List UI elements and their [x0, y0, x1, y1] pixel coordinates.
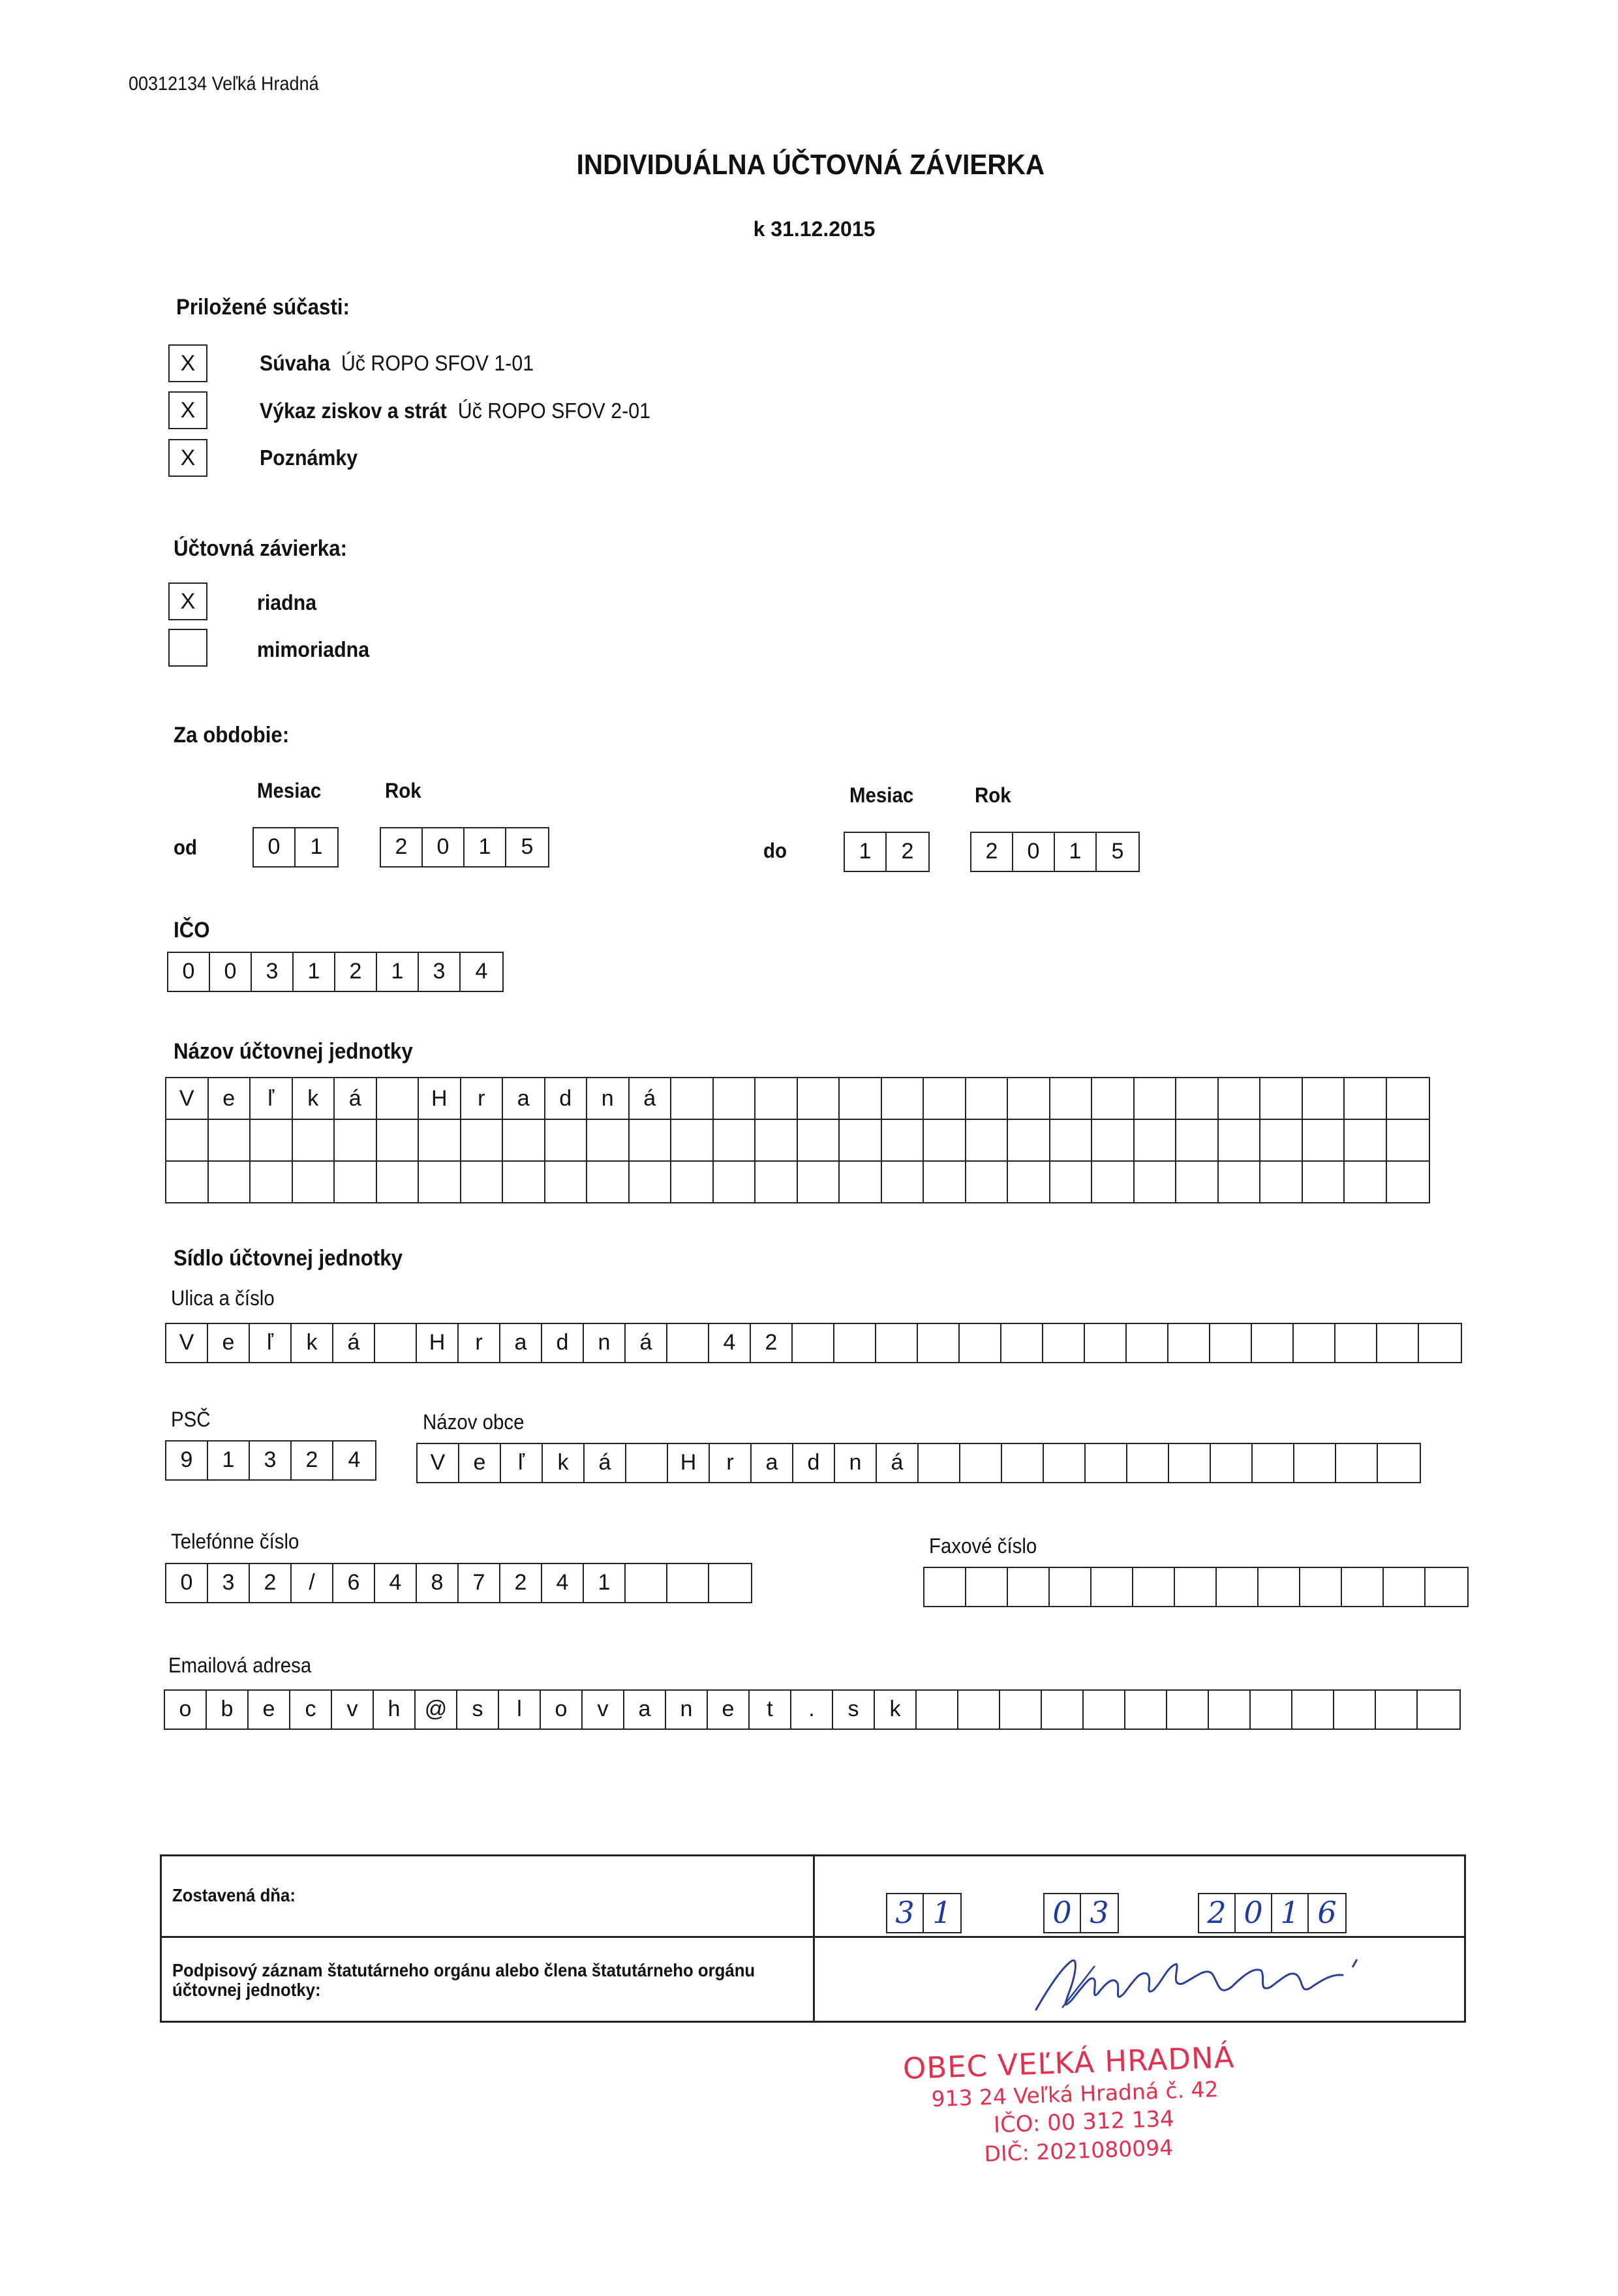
char-cell: d — [793, 1444, 835, 1482]
char-cell — [1303, 1078, 1345, 1119]
char-cell — [966, 1162, 1009, 1202]
char-cell — [1251, 1691, 1292, 1729]
period-from-year-field[interactable] — [380, 827, 549, 868]
char-cell — [1176, 1078, 1219, 1119]
char-cell: H — [668, 1444, 710, 1482]
char-cell: n — [587, 1078, 630, 1119]
fax-field[interactable] — [923, 1567, 1469, 1607]
char-cell: 4 — [542, 1564, 584, 1602]
char-cell: á — [626, 1324, 667, 1362]
char-cell — [1426, 1568, 1467, 1606]
char-cell: v — [583, 1691, 624, 1729]
period-to-month-field[interactable] — [844, 832, 930, 872]
char-cell — [1294, 1444, 1336, 1482]
char-cell: n — [666, 1691, 708, 1729]
char-cell: 2 — [500, 1564, 542, 1602]
handwritten-digit: 2 — [1199, 1894, 1236, 1932]
digit-cell: 2 — [971, 833, 1013, 871]
attachment-label-1: Súvaha Úč ROPO SFOV 1-01 — [260, 351, 534, 375]
char-cell — [1418, 1691, 1459, 1729]
char-cell — [1008, 1120, 1050, 1160]
char-cell: V — [166, 1078, 209, 1119]
char-cell — [840, 1162, 882, 1202]
char-cell — [1086, 1444, 1127, 1482]
char-cell — [966, 1568, 1008, 1606]
char-cell — [1377, 1324, 1419, 1362]
char-cell — [630, 1120, 672, 1160]
char-cell: o — [165, 1691, 207, 1729]
char-cell: n — [584, 1324, 626, 1362]
closing-type-label-extraordinary: mimoriadna — [257, 637, 370, 661]
char-cell — [1000, 1691, 1042, 1729]
handwritten-digit: 1 — [932, 1895, 952, 1930]
char-cell — [958, 1691, 1000, 1729]
char-cell — [1387, 1078, 1429, 1119]
digit-cell: 2 — [381, 828, 423, 866]
char-cell — [1253, 1444, 1294, 1482]
char-cell — [1168, 1324, 1210, 1362]
char-cell: d — [545, 1078, 588, 1119]
char-cell — [1219, 1162, 1261, 1202]
char-cell — [1252, 1324, 1294, 1362]
closing-type-heading: Účtovná závierka: — [174, 536, 348, 561]
char-cell: ľ — [501, 1444, 543, 1482]
digit-cell: 0 — [210, 953, 252, 991]
char-cell — [1303, 1120, 1345, 1160]
char-cell: 4 — [375, 1564, 417, 1602]
char-cell — [1336, 1444, 1378, 1482]
char-cell — [882, 1078, 924, 1119]
char-cell: 2 — [292, 1442, 333, 1479]
compiled-date-label: Zostavená dňa: — [172, 1885, 296, 1905]
char-cell: 1 — [208, 1442, 250, 1479]
period-to-month-label: Mesiac — [849, 783, 914, 807]
digit-cell: 1 — [1055, 833, 1097, 871]
digit-cell: 0 — [423, 828, 465, 866]
char-cell: e — [209, 1078, 251, 1119]
char-cell — [1133, 1568, 1175, 1606]
stamp-line-3: IČO: 00 312 134 — [993, 2106, 1175, 2139]
char-cell — [209, 1120, 251, 1160]
char-cell: h — [374, 1691, 416, 1729]
char-cell — [293, 1120, 335, 1160]
char-cell — [377, 1162, 420, 1202]
char-cell — [293, 1162, 335, 1202]
digit-cell: 1 — [294, 953, 335, 991]
char-cell — [882, 1120, 924, 1160]
handwritten-signature[interactable] — [1023, 1948, 1388, 2019]
char-cell — [1008, 1162, 1050, 1202]
attachment-label-2: Výkaz ziskov a strát Úč ROPO SFOV 2-01 — [260, 399, 651, 423]
fax-label: Faxové číslo — [929, 1534, 1037, 1558]
char-cell — [1260, 1120, 1303, 1160]
char-cell: 6 — [333, 1564, 375, 1602]
char-cell — [626, 1564, 667, 1602]
handwritten-digit: 6 — [1317, 1895, 1337, 1930]
period-from-year-label: Rok — [385, 779, 421, 802]
char-cell — [335, 1162, 377, 1202]
char-cell — [840, 1120, 882, 1160]
char-cell: a — [624, 1691, 666, 1729]
char-cell — [918, 1324, 960, 1362]
document-title: INDIVIDUÁLNA ÚČTOVNÁ ZÁVIERKA — [576, 149, 1045, 181]
char-cell — [1050, 1120, 1093, 1160]
char-cell: l — [499, 1691, 541, 1729]
char-cell — [1169, 1444, 1211, 1482]
char-cell — [1084, 1691, 1125, 1729]
attachments-heading: Priložené súčasti: — [176, 295, 350, 320]
char-cell — [1167, 1691, 1209, 1729]
char-cell — [1387, 1162, 1429, 1202]
char-cell — [1085, 1324, 1127, 1362]
char-cell: / — [292, 1564, 333, 1602]
digit-cell: 0 — [254, 828, 296, 866]
digit-cell: 2 — [335, 953, 377, 991]
char-cell — [1044, 1444, 1086, 1482]
char-cell — [1260, 1078, 1303, 1119]
char-cell — [1135, 1162, 1177, 1202]
char-cell: á — [585, 1444, 626, 1482]
char-cell: r — [710, 1444, 752, 1482]
char-cell: a — [752, 1444, 793, 1482]
char-cell — [1384, 1568, 1426, 1606]
char-cell — [1419, 1324, 1461, 1362]
digit-cell: 2 — [901, 839, 914, 864]
char-cell — [924, 1162, 966, 1202]
char-cell: V — [418, 1444, 459, 1482]
char-cell — [1211, 1444, 1253, 1482]
attachment-label-3: Poznámky — [260, 446, 358, 470]
stamp-line-2: 913 24 Veľká Hradná č. 42 — [930, 2076, 1219, 2112]
char-cell: 2 — [751, 1324, 793, 1362]
char-cell — [419, 1162, 461, 1202]
closing-type-label-regular: riadna — [257, 590, 317, 614]
char-cell — [714, 1120, 756, 1160]
char-cell — [1209, 1691, 1251, 1729]
char-cell — [587, 1120, 630, 1160]
char-cell — [1042, 1691, 1084, 1729]
char-cell — [1387, 1120, 1429, 1160]
digit-cell: 5 — [521, 834, 534, 859]
char-cell — [1378, 1444, 1420, 1482]
char-cell — [966, 1120, 1009, 1160]
attachment-checkbox-2[interactable]: X — [168, 391, 207, 429]
char-cell — [798, 1162, 840, 1202]
char-cell — [671, 1162, 714, 1202]
char-cell: H — [417, 1324, 459, 1362]
char-cell: 9 — [166, 1442, 208, 1479]
digit-cell: 5 — [1111, 839, 1124, 864]
char-cell — [1135, 1120, 1177, 1160]
char-cell: 1 — [584, 1564, 626, 1602]
email-label: Emailová adresa — [168, 1654, 312, 1677]
char-cell: b — [207, 1691, 249, 1729]
char-cell — [1303, 1162, 1345, 1202]
char-cell: v — [332, 1691, 374, 1729]
char-cell — [377, 1120, 420, 1160]
char-cell — [1050, 1162, 1093, 1202]
char-cell — [714, 1078, 756, 1119]
char-cell — [1334, 1691, 1376, 1729]
char-cell — [375, 1324, 417, 1362]
psc-label: PSČ — [171, 1408, 211, 1431]
signature-table — [160, 1854, 1466, 2023]
char-cell — [1127, 1444, 1169, 1482]
char-cell: s — [457, 1691, 499, 1729]
char-cell — [503, 1120, 545, 1160]
digit-cell: 4 — [475, 959, 488, 984]
char-cell — [1336, 1324, 1377, 1362]
char-cell — [1125, 1691, 1167, 1729]
char-cell — [1292, 1691, 1334, 1729]
handwritten-digit: 3 — [887, 1894, 924, 1932]
char-cell: a — [500, 1324, 542, 1362]
char-cell — [671, 1078, 714, 1119]
char-cell — [917, 1691, 958, 1729]
stamp-line-1: OBEC VEĽKÁ HRADNÁ — [902, 2040, 1236, 2086]
handwritten-digit: 0 — [1236, 1894, 1272, 1932]
char-cell: n — [835, 1444, 877, 1482]
entity-name-row — [166, 1120, 1429, 1162]
ico-label: IČO — [174, 918, 210, 943]
char-cell — [714, 1162, 756, 1202]
digit-cell: 1 — [310, 834, 323, 859]
char-cell — [1219, 1120, 1261, 1160]
char-cell — [756, 1162, 798, 1202]
psc-field[interactable] — [165, 1440, 376, 1481]
char-cell — [1127, 1324, 1168, 1362]
city-label: Názov obce — [423, 1410, 525, 1434]
char-cell — [1217, 1568, 1259, 1606]
stamp-line-4: DIČ: 2021080094 — [983, 2134, 1174, 2167]
char-cell — [960, 1324, 1001, 1362]
char-cell — [882, 1162, 924, 1202]
char-cell — [1294, 1324, 1336, 1362]
street-label: Ulica a číslo — [171, 1286, 275, 1310]
period-heading: Za obdobie: — [174, 723, 290, 748]
char-cell — [166, 1162, 209, 1202]
handwritten-digit: 0 — [1045, 1894, 1081, 1932]
closing-type-checkbox-regular[interactable]: X — [168, 582, 207, 620]
street-field[interactable] — [165, 1323, 1462, 1363]
char-cell: ľ — [250, 1324, 292, 1362]
char-cell — [1050, 1568, 1091, 1606]
char-cell — [671, 1120, 714, 1160]
char-cell: k — [875, 1691, 917, 1729]
document-header-id: 00312134 Veľká Hradná — [129, 73, 319, 95]
char-cell — [503, 1162, 545, 1202]
char-cell: e — [459, 1444, 501, 1482]
digit-cell: 1 — [465, 828, 506, 866]
char-cell: H — [419, 1078, 461, 1119]
char-cell — [1345, 1078, 1387, 1119]
char-cell — [756, 1078, 798, 1119]
char-cell: s — [833, 1691, 875, 1729]
period-to-year-label: Rok — [975, 783, 1011, 807]
char-cell — [545, 1120, 588, 1160]
char-cell: á — [333, 1324, 375, 1362]
char-cell — [798, 1120, 840, 1160]
digit-cell: 1 — [845, 833, 887, 871]
char-cell — [1219, 1078, 1261, 1119]
email-field[interactable] — [164, 1689, 1461, 1730]
char-cell: . — [791, 1691, 833, 1729]
char-cell: e — [208, 1324, 250, 1362]
char-cell: 3 — [250, 1442, 292, 1479]
entity-name-row — [166, 1078, 1429, 1120]
char-cell — [1043, 1324, 1085, 1362]
char-cell: k — [543, 1444, 585, 1482]
char-cell — [667, 1324, 709, 1362]
period-from-month-label: Mesiac — [257, 779, 322, 802]
compiled-month-field[interactable] — [1043, 1893, 1119, 1933]
phone-field[interactable] — [165, 1563, 752, 1603]
char-cell: 8 — [417, 1564, 459, 1602]
char-cell — [1259, 1568, 1300, 1606]
char-cell — [461, 1120, 504, 1160]
digit-cell: 3 — [252, 953, 294, 991]
char-cell — [709, 1564, 751, 1602]
char-cell: e — [249, 1691, 290, 1729]
char-cell — [876, 1324, 918, 1362]
char-cell — [630, 1162, 672, 1202]
signature-label: Podpisový záznam štatutárneho orgánu alebo člena štatutárneho orgánu účtovnej jednotky: — [172, 1960, 756, 2000]
entity-name-field[interactable] — [165, 1077, 1430, 1203]
char-cell — [166, 1120, 209, 1160]
char-cell: 4 — [709, 1324, 751, 1362]
char-cell: t — [750, 1691, 791, 1729]
char-cell: ľ — [251, 1078, 293, 1119]
char-cell: á — [877, 1444, 919, 1482]
char-cell — [798, 1078, 840, 1119]
char-cell — [1345, 1120, 1387, 1160]
attachment-checkbox-3[interactable]: X — [168, 439, 207, 477]
handwritten-digit: 1 — [1272, 1894, 1309, 1932]
char-cell — [924, 1120, 966, 1160]
char-cell — [1342, 1568, 1384, 1606]
char-cell: 4 — [348, 1447, 361, 1472]
char-cell — [966, 1078, 1009, 1119]
table-divider-vertical — [813, 1856, 815, 2021]
char-cell — [377, 1078, 420, 1119]
char-cell — [335, 1120, 377, 1160]
char-cell — [419, 1120, 461, 1160]
char-cell — [924, 1568, 966, 1606]
char-cell — [626, 1444, 668, 1482]
char-cell — [1050, 1078, 1093, 1119]
char-cell — [461, 1162, 504, 1202]
digit-cell: 1 — [377, 953, 419, 991]
char-cell — [960, 1444, 1002, 1482]
char-cell — [1376, 1691, 1418, 1729]
char-cell: á — [335, 1078, 377, 1119]
char-cell: e — [708, 1691, 750, 1729]
period-from-month-field[interactable] — [252, 827, 339, 868]
address-heading: Sídlo účtovnej jednotky — [174, 1246, 403, 1271]
char-cell: á — [630, 1078, 672, 1119]
char-cell — [1176, 1120, 1219, 1160]
char-cell — [545, 1162, 588, 1202]
char-cell: d — [542, 1324, 584, 1362]
char-cell: 0 — [166, 1564, 208, 1602]
char-cell: 3 — [208, 1564, 250, 1602]
char-cell — [1176, 1162, 1219, 1202]
attachment-checkbox-1[interactable]: X — [168, 344, 207, 382]
char-cell — [1008, 1078, 1050, 1119]
char-cell — [793, 1324, 834, 1362]
char-cell — [251, 1162, 293, 1202]
char-cell — [1300, 1568, 1342, 1606]
compiled-year-field[interactable] — [1198, 1893, 1347, 1933]
char-cell — [756, 1120, 798, 1160]
period-from-label: od — [174, 836, 197, 859]
char-cell — [251, 1120, 293, 1160]
char-cell — [1091, 1568, 1133, 1606]
char-cell — [840, 1078, 882, 1119]
period-to-year-field[interactable] — [970, 832, 1140, 872]
char-cell — [1092, 1162, 1135, 1202]
char-cell: r — [461, 1078, 504, 1119]
ico-field[interactable] — [167, 952, 504, 992]
char-cell — [667, 1564, 709, 1602]
char-cell — [209, 1162, 251, 1202]
char-cell: k — [292, 1324, 333, 1362]
char-cell — [919, 1444, 960, 1482]
document-date: k 31.12.2015 — [753, 217, 876, 241]
char-cell: @ — [416, 1691, 457, 1729]
char-cell — [1092, 1120, 1135, 1160]
char-cell: r — [459, 1324, 500, 1362]
char-cell — [1092, 1078, 1135, 1119]
entity-name-row — [166, 1162, 1429, 1202]
period-to-label: do — [763, 839, 787, 862]
char-cell — [1345, 1162, 1387, 1202]
digit-cell: 0 — [1013, 833, 1055, 871]
char-cell — [1002, 1444, 1044, 1482]
compiled-day-field[interactable] — [886, 1893, 962, 1933]
char-cell: c — [290, 1691, 332, 1729]
char-cell — [1008, 1568, 1050, 1606]
char-cell — [1001, 1324, 1043, 1362]
official-stamp — [902, 2040, 1238, 2169]
digit-cell: 3 — [419, 953, 461, 991]
digit-cell: 0 — [168, 953, 210, 991]
char-cell: 7 — [459, 1564, 500, 1602]
city-field[interactable] — [416, 1443, 1421, 1483]
entity-name-label: Názov účtovnej jednotky — [174, 1039, 413, 1064]
char-cell: a — [503, 1078, 545, 1119]
char-cell — [1210, 1324, 1252, 1362]
closing-type-checkbox-extraordinary[interactable] — [168, 629, 207, 667]
phone-label: Telefónne číslo — [171, 1530, 299, 1553]
char-cell — [1135, 1078, 1177, 1119]
char-cell: V — [166, 1324, 208, 1362]
char-cell — [587, 1162, 630, 1202]
char-cell — [1260, 1162, 1303, 1202]
char-cell — [924, 1078, 966, 1119]
char-cell: k — [293, 1078, 335, 1119]
char-cell — [834, 1324, 876, 1362]
char-cell: o — [541, 1691, 583, 1729]
handwritten-digit: 3 — [1090, 1895, 1109, 1930]
char-cell — [1175, 1568, 1217, 1606]
char-cell: 2 — [250, 1564, 292, 1602]
